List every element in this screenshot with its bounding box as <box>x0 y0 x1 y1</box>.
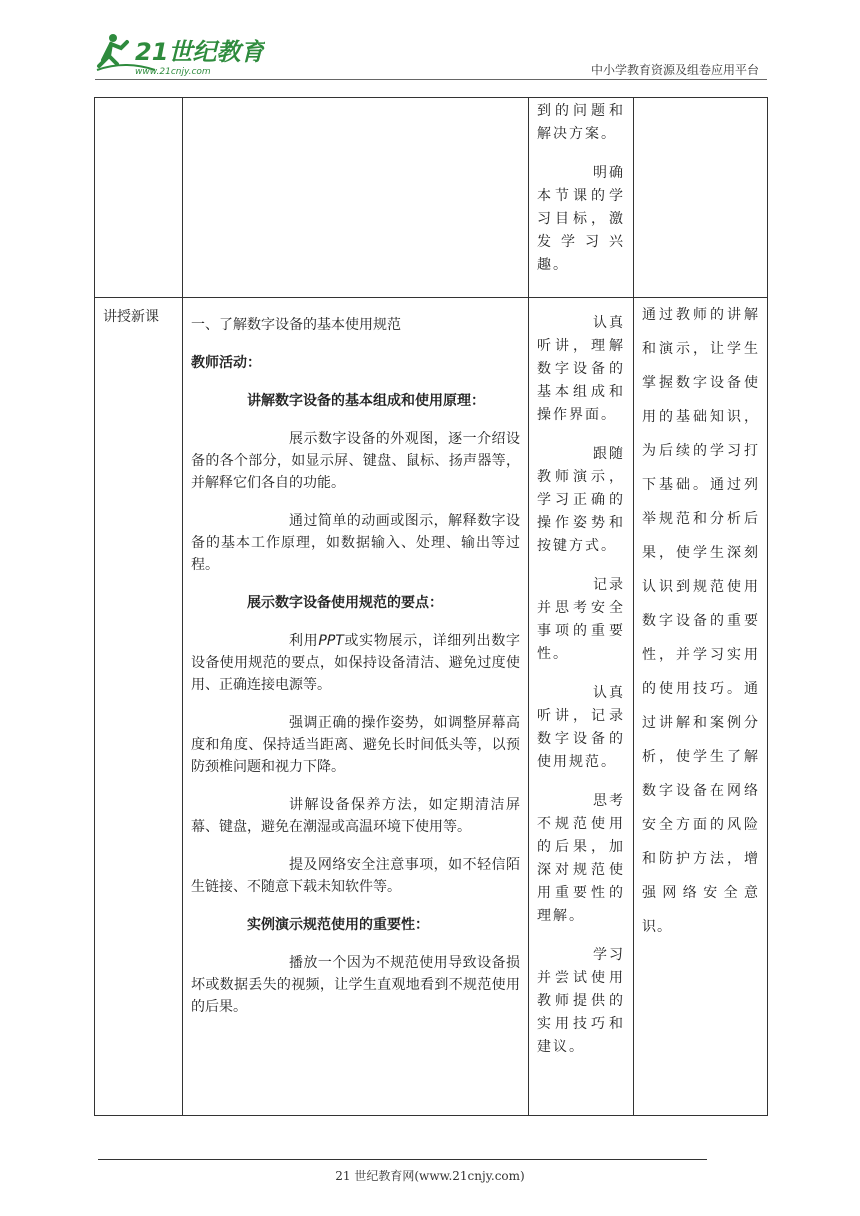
student-activity-cell <box>529 98 634 298</box>
logo-url: www.21cnjy.com <box>135 67 211 77</box>
logo-text: 21世纪教育 <box>135 38 265 66</box>
paragraph-text: 或实物展示，详细列出数字设备使用规范的要点，如保持设备清洁、避免过度使用、正确连接电源等。 <box>191 633 521 693</box>
platform-name: 中小学教育资源及组卷应用平台 <box>590 63 759 77</box>
site-logo <box>95 30 265 78</box>
footer-text: 21 世纪教育网(www.21cnjy.com) <box>335 1169 525 1183</box>
stage-cell <box>95 298 183 1116</box>
paragraph: 通过简单的动画或图示，解释数字设备的基本工作原理，如数据输入、处理、输出等过程。 <box>191 513 520 573</box>
student-text: 明确本节课的学习目标，激发学习兴趣。 <box>537 165 625 273</box>
subheading: 展示数字设备使用规范的要点： <box>247 595 443 611</box>
teacher-activity-cell <box>183 98 529 298</box>
table-row <box>95 298 768 1116</box>
student-text: 学习并尝试使用教师提供的实用技巧和建议。 <box>537 947 625 1055</box>
subheading: 讲解数字设备的基本组成和使用原理： <box>247 393 485 409</box>
student-text: 认真听讲，理解数字设备的基本组成和操作界面。 <box>537 315 625 423</box>
page-header <box>95 30 767 78</box>
paragraph: 播放一个因为不规范使用导致设备损坏或数据丢失的视频，让学生直观地看到不规范使用的后果。 <box>191 955 520 1015</box>
student-text: 认真听讲，记录数字设备的使用规范。 <box>537 685 625 770</box>
student-text: 思考不规范使用的后果，加深对规范使用重要性的理解。 <box>537 793 625 924</box>
ppt-text: PPT <box>318 633 344 649</box>
student-text: 跟随教师演示，学习正确的操作姿势和按键方式。 <box>537 446 625 554</box>
student-text: 到的问题和解决方案。 <box>537 103 625 142</box>
section-title: 一、了解数字设备的基本使用规范 <box>191 317 401 333</box>
design-intent-cell <box>634 298 768 1116</box>
design-intent-cell <box>634 98 768 298</box>
paragraph-text: 利用 <box>289 633 319 649</box>
header-divider <box>95 79 767 80</box>
footer-divider <box>98 1159 707 1160</box>
stage-label: 讲授新课 <box>103 309 159 325</box>
student-activity-cell <box>529 298 634 1116</box>
table-row <box>95 98 768 298</box>
paragraph: 讲解设备保养方法，如定期清洁屏幕、键盘，避免在潮湿或高温环境下使用等。 <box>191 797 520 835</box>
stage-cell <box>95 98 183 298</box>
student-text: 记录并思考安全事项的重要性。 <box>537 577 625 662</box>
activity-label: 教师活动： <box>191 355 261 371</box>
paragraph: 提及网络安全注意事项，如不轻信陌生链接、不随意下载未知软件等。 <box>191 857 520 895</box>
paragraph: 展示数字设备的外观图，逐一介绍设备的各个部分，如显示屏、键盘、鼠标、扬声器等，并解释它们各自的功能。 <box>191 431 520 491</box>
lesson-plan-table <box>94 97 768 1116</box>
paragraph <box>191 630 520 696</box>
paragraph: 强调正确的操作姿势，如调整屏幕高度和角度、保持适当距离、避免长时间低头等，以预防颈椎问题和视力下降。 <box>191 715 520 775</box>
teacher-activity-cell <box>183 298 529 1116</box>
subheading: 实例演示规范使用的重要性： <box>247 917 429 933</box>
design-text: 通过教师的讲解和演示，让学生掌握数字设备使用的基础知识，为后续的学习打下基础。通过列举规范和分析后果，使学生深刻认识到规范使用数字设备的重要性，并学习实用的使用技巧。通过讲解和案例分析，使学生了解数字设备在网络安全方面的风险和防护方法，增强网络安全意识。 <box>642 307 759 935</box>
